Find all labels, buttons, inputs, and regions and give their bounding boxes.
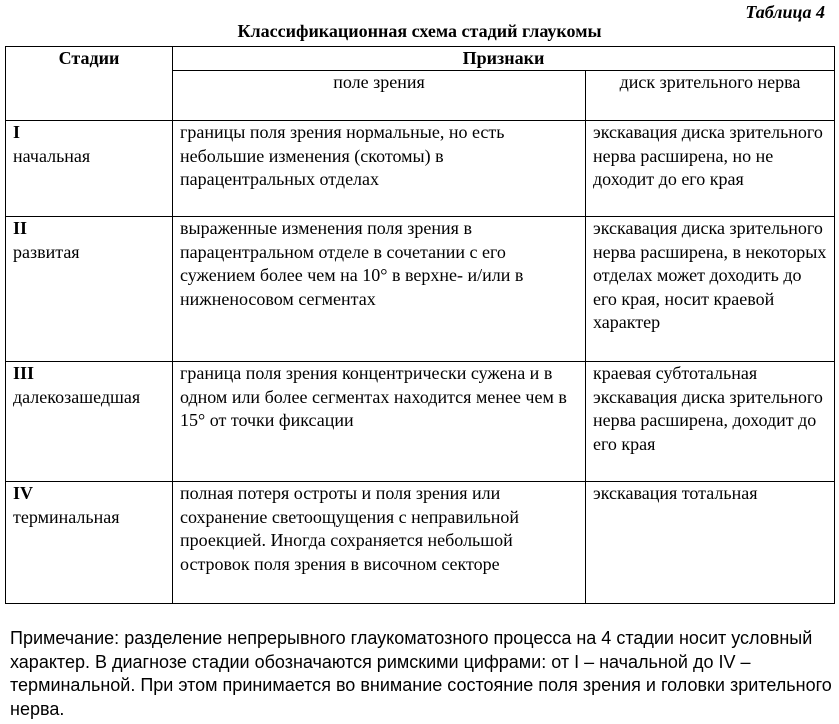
stage-cell [6, 121, 173, 217]
header-visual-field: поле зрения [173, 71, 586, 121]
table-footnote: Примечание: разделение непрерывного глаукоматозного процесса на 4 стадии носит условный характер. В диагнозе стадии обозначаются римскими цифрами: от I – начальной до IV – терминальной. При этом принимается во внимание состояние поля зрения и головки зрительного нерва. [10, 628, 832, 719]
optic-disc-cell: экскавация диска зрительного нерва расширена, но не доходит до его края [586, 121, 835, 217]
optic-disc-cell: экскавация диска зрительного нерва расширена, в некоторых отделах может доходить до его края, носит краевой характер [586, 217, 835, 362]
header-signs: Признаки [173, 47, 835, 71]
optic-disc-cell: краевая субтотальная экскавация диска зрительного нерва расширена, доходит до его края [586, 362, 835, 482]
stage-cell [6, 217, 173, 362]
visual-field-cell: граница поля зрения концентрически сужена и в одном или более сегментах находится менее чем в 15° от точки фиксации [173, 362, 586, 482]
visual-field-cell: границы поля зрения нормальные, но есть небольшие изменения (скотомы) в парацентральных отделах [173, 121, 586, 217]
stage-name: развитая [13, 241, 80, 262]
header-optic-disc: диск зрительного нерва [586, 71, 835, 121]
table-row [6, 362, 835, 482]
visual-field-cell: полная потеря остроты и поля зрения или сохранение светоощущения с неправильной проекцией. Иногда сохраняется небольшой островок поля зрения в височном секторе [173, 482, 586, 604]
visual-field-cell: выраженные изменения поля зрения в парацентральном отделе в сочетании с его сужением более чем на 10° в верхне- и/или в нижненосовом сегментах [173, 217, 586, 362]
stage-name: начальная [13, 145, 91, 166]
stage-name: далекозашедшая [13, 386, 141, 407]
stage-number: IV [13, 483, 34, 503]
stage-number: II [13, 218, 28, 238]
stage-number: III [13, 363, 35, 383]
optic-disc-cell: экскавация тотальная [586, 482, 835, 604]
table-number-label: Таблица 4 [745, 2, 825, 22]
stage-number: I [13, 122, 21, 142]
table-row [6, 121, 835, 217]
glaucoma-stages-table [5, 46, 835, 604]
table-row [6, 482, 835, 604]
stage-cell [6, 482, 173, 604]
table-row [6, 217, 835, 362]
stage-name: терминальная [13, 506, 120, 527]
header-stages: Стадии [6, 47, 173, 121]
stage-cell [6, 362, 173, 482]
table-title: Классификационная схема стадий глаукомы [237, 21, 602, 41]
